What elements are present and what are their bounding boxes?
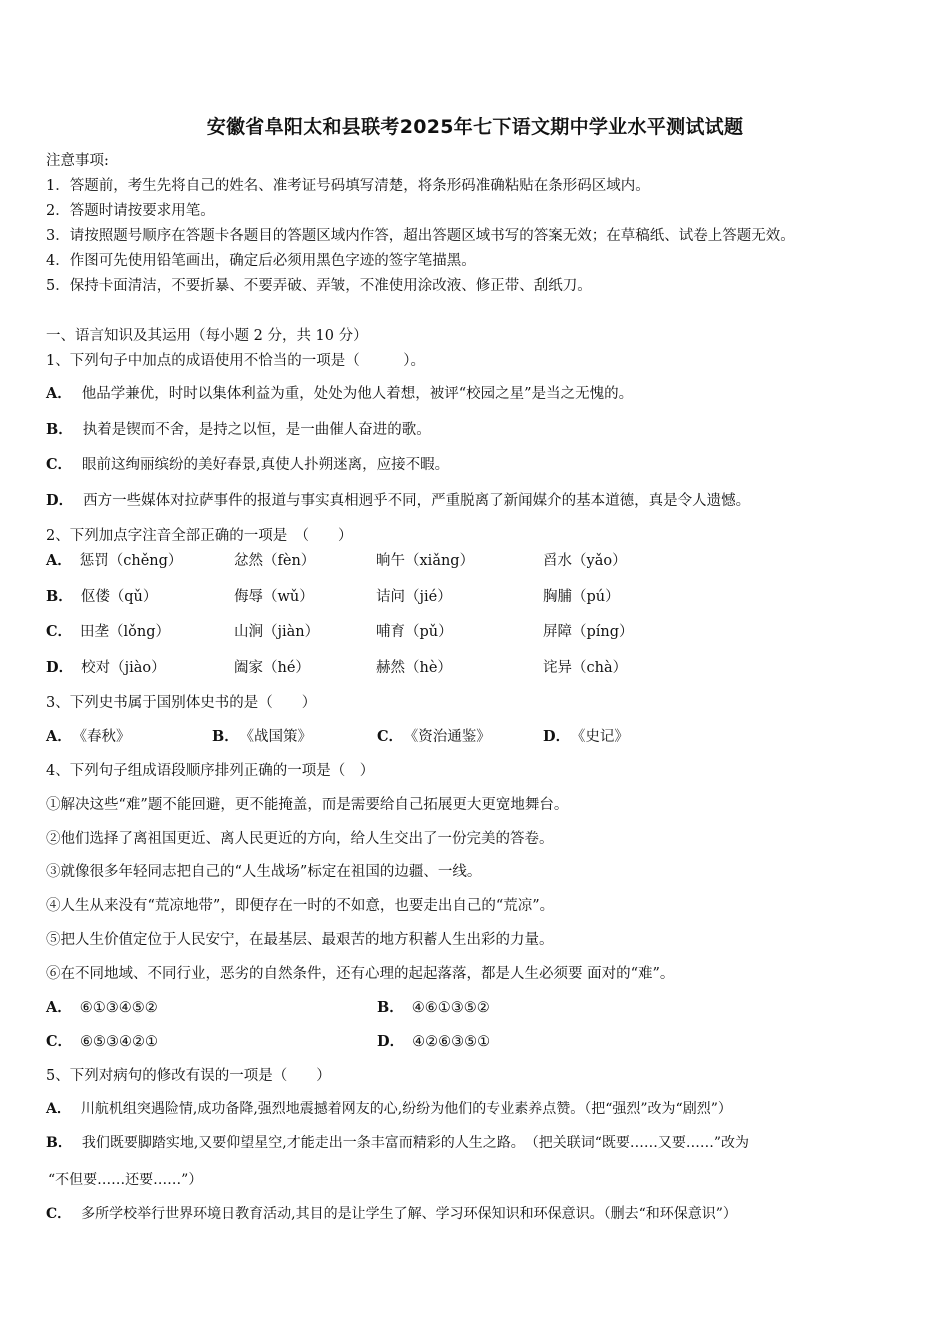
option-label: B． [377, 999, 404, 1016]
page-title: 安徽省阜阳太和县联考2025年七下语文期中学业水平测试试题 [206, 116, 744, 138]
pinyin-item: 诘问（jié） [376, 589, 452, 605]
question-3-stem: 3、下列史书属于国别体史书的是（ ） [46, 695, 317, 711]
notice-item: 1．答题前，考生先将自己的姓名、准考证号码填写清楚，将条形码准确粘贴在条形码区域内。 [46, 178, 650, 194]
option-d [543, 728, 629, 746]
pinyin-item: 侮辱（wǔ） [234, 589, 314, 605]
question-1-option-d [46, 492, 750, 510]
option-label: D． [46, 492, 74, 509]
option-text: 《资治通鉴》 [411, 729, 491, 745]
option-a [46, 999, 158, 1017]
question-4-stem: 4、下列句子组成语段顺序排列正确的一项是（ ） [46, 763, 375, 779]
option-text: 西方一些媒体对拉萨事件的报道与事实真相迥乎不同，严重脱离了新闻媒介的基本道德，真是令人遗憾。 [83, 493, 751, 509]
pinyin-item: 田垄（lǒng） [80, 624, 171, 640]
option-c [377, 728, 491, 746]
notice-item: 3．请按照题号顺序在答题卡各题目的答题区域内作答，超出答题区域书写的答案无效；在草稿纸、试卷上答题无效。 [46, 228, 795, 244]
question-1-stem: 1、下列句子中加点的成语使用不恰当的一项是（ ）。 [46, 353, 425, 369]
question-1-option-c [46, 456, 449, 474]
option-label: D． [46, 659, 74, 676]
option-label: A． [46, 552, 72, 569]
option-label: B． [46, 421, 73, 438]
question-4-sentence: ④人生从来没有“荒凉地带”，即便存在一时的不如意，也要走出自己的“荒凉”。 [46, 898, 555, 914]
option-d [377, 1033, 490, 1051]
question-4-sentence: ⑤把人生价值定位于人民安宁，在最基层、最艰苦的地方积蓄人生出彩的力量。 [46, 932, 554, 948]
pinyin-item: 山涧（jiàn） [234, 624, 320, 640]
pinyin-item: 阖家（hé） [234, 660, 310, 676]
option-b [377, 999, 490, 1017]
option-c [46, 1033, 158, 1051]
option-text: 多所学校举行世界环境日教育活动,其目的是让学生了解、学习环保知识和环保意识。（删去“和环保意识”） [81, 1206, 737, 1222]
pinyin-item: 舀水（yǎo） [543, 553, 627, 569]
section-heading: 一、语言知识及其运用（每小题 2 分，共 10 分） [46, 328, 368, 344]
notice-item: 4．作图可先使用铅笔画出，确定后必须用黑色字迹的签字笔描黑。 [46, 253, 476, 269]
option-text: 眼前这绚丽缤纷的美好春景,真使人扑朔迷离，应接不暇。 [82, 457, 450, 473]
pinyin-item: 屏障（píng） [543, 624, 634, 640]
option-label: A． [46, 728, 72, 745]
option-label: A． [46, 999, 72, 1016]
option-text: 川航机组突遇险情,成功备降,强烈地震撼着网友的心,纷纷为他们的专业素养点赞。（把“强烈”改为“剧烈”） [80, 1101, 732, 1117]
pinyin-item: 校对（jiào） [81, 660, 166, 676]
question-4-sentence: ②他们选择了离祖国更近、离人民更近的方向，给人生交出了一份完美的答卷。 [46, 831, 554, 847]
option-text: 我们既要脚踏实地,又要仰望星空,才能走出一条丰富而精彩的人生之路。 （把关联词“既要……又要……”改为 [81, 1135, 750, 1151]
option-label: C． [46, 456, 73, 473]
option-label: B． [46, 588, 73, 605]
option-label-cell [46, 623, 170, 641]
notice-item: 5．保持卡面清洁，不要折暴、不要弄破、弄皱，不准使用涂改液、修正带、刮纸刀。 [46, 278, 592, 294]
pinyin-item: 惩罚（chěng） [79, 553, 183, 569]
question-5-stem: 5、下列对病句的修改有误的一项是（ ） [46, 1068, 331, 1084]
option-label: B． [46, 1135, 72, 1151]
option-label: D． [543, 728, 571, 745]
option-text: 《战国策》 [246, 729, 313, 745]
option-text: ④②⑥③⑤① [412, 1034, 491, 1050]
pinyin-item: 伛偻（qǔ） [80, 589, 158, 605]
option-text: 《史记》 [578, 729, 629, 745]
option-label: A． [46, 1101, 71, 1117]
option-label-cell [46, 588, 157, 606]
option-text: ④⑥①③⑤② [411, 1000, 490, 1016]
question-5-option-a [46, 1100, 732, 1118]
question-5-option-b [46, 1134, 749, 1152]
notice-heading: 注意事项: [46, 153, 109, 169]
pinyin-item: 诧异（chà） [543, 660, 628, 676]
pinyin-item: 晌午（xiǎng） [376, 553, 475, 569]
question-4-sentence: ⑥在不同地域、不同行业，恶劣的自然条件，还有心理的起起落落，都是人生必须要 面对的“难”。 [46, 966, 675, 982]
question-1-option-a [46, 385, 633, 403]
option-text: 执着是锲而不舍，是持之以恒，是一曲催人奋进的歌。 [82, 422, 431, 438]
option-label-cell [46, 552, 182, 570]
option-label: A． [46, 385, 72, 402]
option-label: C． [46, 623, 73, 640]
pinyin-item: 赫然（hè） [376, 660, 452, 676]
option-label: D． [377, 1033, 405, 1050]
option-label: B． [212, 728, 239, 745]
option-label: C． [377, 728, 404, 745]
option-label: C． [46, 1206, 72, 1222]
option-b [212, 728, 312, 746]
question-2-stem: 2、下列加点字注音全部正确的一项是 （ ） [46, 528, 353, 544]
option-text: 《春秋》 [79, 729, 131, 745]
pinyin-item: 哺育（pǔ） [376, 624, 453, 640]
pinyin-item: 胸脯（pú） [543, 589, 620, 605]
question-5-option-b-continued: “不但要……还要……”） [48, 1172, 203, 1188]
question-4-sentence: ③就像很多年轻同志把自己的“人生战场”标定在祖国的边疆、一线。 [46, 864, 482, 880]
question-4-sentence: ①解决这些“难”题不能回避，更不能掩盖，而是需要给自己拓展更大更宽地舞台。 [46, 797, 569, 813]
option-label: C． [46, 1033, 73, 1050]
pinyin-item: 忿然（fèn） [234, 553, 316, 569]
notice-item: 2．答题时请按要求用笔。 [46, 203, 215, 219]
option-text: ⑥⑤③④②① [80, 1034, 159, 1050]
question-5-option-c [46, 1205, 737, 1223]
option-label-cell [46, 659, 166, 677]
option-text: 他品学兼优，时时以集体利益为重，处处为他人着想，被评“校园之星”是当之无愧的。 [81, 386, 634, 402]
question-1-option-b [46, 421, 431, 439]
option-a [46, 728, 131, 746]
option-text: ⑥①③④⑤② [79, 1000, 158, 1016]
